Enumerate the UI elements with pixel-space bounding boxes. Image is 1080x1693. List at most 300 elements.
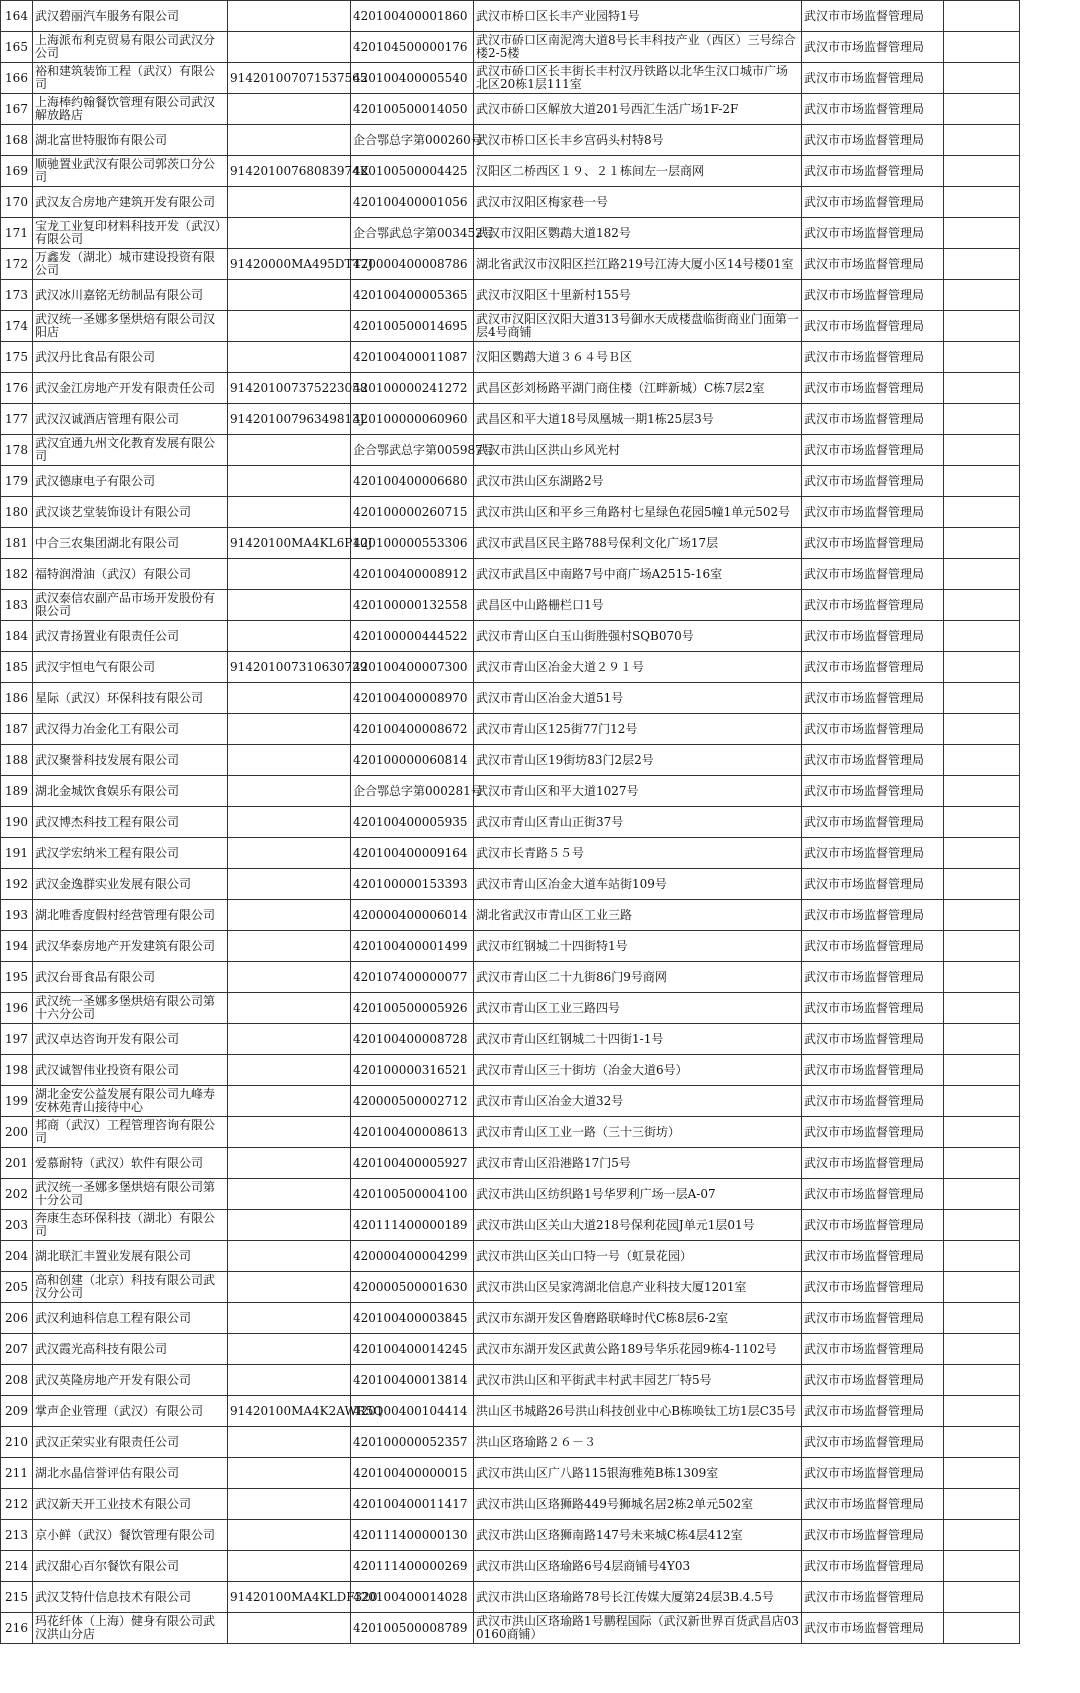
- authority-cell: 武汉市市场监督管理局: [802, 559, 944, 590]
- address-cell: 武汉市汉阳区梅家巷一号: [474, 187, 802, 218]
- company-name-cell: 武汉谈艺堂装饰设计有限公司: [33, 497, 228, 528]
- credit-code-cell: [228, 94, 351, 125]
- authority-cell: 武汉市市场监督管理局: [802, 993, 944, 1024]
- registration-number-cell: 420100400013814: [351, 1365, 474, 1396]
- row-number-cell: 204: [1, 1241, 33, 1272]
- row-number-cell: 172: [1, 249, 33, 280]
- row-number-cell: 181: [1, 528, 33, 559]
- credit-code-cell: [228, 497, 351, 528]
- row-number-cell: 209: [1, 1396, 33, 1427]
- authority-cell: 武汉市市场监督管理局: [802, 1179, 944, 1210]
- registration-number-cell: 420100500014695: [351, 311, 474, 342]
- table-row: [1, 1396, 1020, 1427]
- authority-cell: 武汉市市场监督管理局: [802, 838, 944, 869]
- registration-number-cell: 420100400001860: [351, 1, 474, 32]
- company-name-cell: 湖北唯香度假村经营管理有限公司: [33, 900, 228, 931]
- authority-cell: 武汉市市场监督管理局: [802, 807, 944, 838]
- credit-code-cell: [228, 187, 351, 218]
- table-row: [1, 125, 1020, 156]
- registration-number-cell: 420100000153393: [351, 869, 474, 900]
- row-number-cell: 190: [1, 807, 33, 838]
- registration-number-cell: 420100400003845: [351, 1303, 474, 1334]
- authority-cell: 武汉市市场监督管理局: [802, 528, 944, 559]
- company-name-cell: 湖北联汇丰置业发展有限公司: [33, 1241, 228, 1272]
- registration-number-cell: 420100000132558: [351, 590, 474, 621]
- table-row: [1, 1458, 1020, 1489]
- registration-number-cell: 420100400008613: [351, 1117, 474, 1148]
- address-cell: 湖北省武汉市汉阳区拦江路219号江涛大厦小区14号楼01室: [474, 249, 802, 280]
- table-row: [1, 559, 1020, 590]
- table-row: [1, 1179, 1020, 1210]
- registration-number-cell: 企合鄂总字第000260号: [351, 125, 474, 156]
- table-row: [1, 342, 1020, 373]
- credit-code-cell: [228, 1334, 351, 1365]
- credit-code-cell: 91420000MA495DTT7J: [228, 249, 351, 280]
- company-name-cell: 湖北富世特服饰有限公司: [33, 125, 228, 156]
- address-cell: 武汉市青山区红钢城二十四街1-1号: [474, 1024, 802, 1055]
- address-cell: 武汉市青山区和平大道1027号: [474, 776, 802, 807]
- registration-number-cell: 420100400005540: [351, 63, 474, 94]
- row-number-cell: 184: [1, 621, 33, 652]
- table-row: [1, 1241, 1020, 1272]
- row-number-cell: 164: [1, 1, 33, 32]
- credit-code-cell: 91420100MA4KLDF320: [228, 1582, 351, 1613]
- credit-code-cell: [228, 1551, 351, 1582]
- authority-cell: 武汉市市场监督管理局: [802, 1024, 944, 1055]
- row-number-cell: 191: [1, 838, 33, 869]
- company-name-cell: 武汉博杰科技工程有限公司: [33, 807, 228, 838]
- row-number-cell: 166: [1, 63, 33, 94]
- registration-number-cell: 420100500014050: [351, 94, 474, 125]
- row-number-cell: 200: [1, 1117, 33, 1148]
- row-number-cell: 171: [1, 218, 33, 249]
- blank-cell: [944, 838, 1020, 869]
- row-number-cell: 216: [1, 1613, 33, 1644]
- row-number-cell: 189: [1, 776, 33, 807]
- registration-number-cell: 420100000060960: [351, 404, 474, 435]
- blank-cell: [944, 1551, 1020, 1582]
- address-cell: 武汉市青山区青山正街37号: [474, 807, 802, 838]
- registration-number-cell: 420100400006680: [351, 466, 474, 497]
- credit-code-cell: [228, 32, 351, 63]
- address-cell: 武汉市青山区冶金大道51号: [474, 683, 802, 714]
- authority-cell: 武汉市市场监督管理局: [802, 94, 944, 125]
- address-cell: 武汉市青山区19街坊83门2层2号: [474, 745, 802, 776]
- blank-cell: [944, 466, 1020, 497]
- table-row: [1, 683, 1020, 714]
- authority-cell: 武汉市市场监督管理局: [802, 373, 944, 404]
- credit-code-cell: [228, 621, 351, 652]
- table-row: [1, 1303, 1020, 1334]
- table-row: [1, 776, 1020, 807]
- blank-cell: [944, 652, 1020, 683]
- authority-cell: 武汉市市场监督管理局: [802, 1272, 944, 1303]
- credit-code-cell: [228, 1086, 351, 1117]
- row-number-cell: 178: [1, 435, 33, 466]
- registration-number-cell: 420000500002712: [351, 1086, 474, 1117]
- table-row: [1, 931, 1020, 962]
- authority-cell: 武汉市市场监督管理局: [802, 1055, 944, 1086]
- authority-cell: 武汉市市场监督管理局: [802, 156, 944, 187]
- registration-number-cell: 420111400000269: [351, 1551, 474, 1582]
- blank-cell: [944, 931, 1020, 962]
- authority-cell: 武汉市市场监督管理局: [802, 125, 944, 156]
- credit-code-cell: [228, 1179, 351, 1210]
- blank-cell: [944, 280, 1020, 311]
- registration-number-cell: 420100500004425: [351, 156, 474, 187]
- company-name-cell: 武汉英隆房地产开发有限公司: [33, 1365, 228, 1396]
- authority-cell: 武汉市市场监督管理局: [802, 218, 944, 249]
- row-number-cell: 207: [1, 1334, 33, 1365]
- registration-number-cell: 420000400004299: [351, 1241, 474, 1272]
- registration-number-cell: 420100400009164: [351, 838, 474, 869]
- table-row: [1, 249, 1020, 280]
- registration-number-cell: 420100400011087: [351, 342, 474, 373]
- authority-cell: 武汉市市场监督管理局: [802, 63, 944, 94]
- authority-cell: 武汉市市场监督管理局: [802, 1148, 944, 1179]
- company-name-cell: 湖北金城饮食娱乐有限公司: [33, 776, 228, 807]
- company-name-cell: 掌声企业管理（武汉）有限公司: [33, 1396, 228, 1427]
- credit-code-cell: [228, 342, 351, 373]
- company-name-cell: 武汉德康电子有限公司: [33, 466, 228, 497]
- table-row: [1, 466, 1020, 497]
- authority-cell: 武汉市市场监督管理局: [802, 435, 944, 466]
- table-row: [1, 1582, 1020, 1613]
- address-cell: 武汉市东湖开发区武黄公路189号华乐花园9栋4-1102号: [474, 1334, 802, 1365]
- authority-cell: 武汉市市场监督管理局: [802, 1, 944, 32]
- table-row: [1, 1427, 1020, 1458]
- table-row: [1, 311, 1020, 342]
- blank-cell: [944, 1272, 1020, 1303]
- credit-code-cell: [228, 1241, 351, 1272]
- registration-number-cell: 420100000444522: [351, 621, 474, 652]
- address-cell: 武昌区中山路栅栏口1号: [474, 590, 802, 621]
- row-number-cell: 199: [1, 1086, 33, 1117]
- row-number-cell: 180: [1, 497, 33, 528]
- credit-code-cell: [228, 218, 351, 249]
- registration-number-cell: 420100400005927: [351, 1148, 474, 1179]
- company-name-cell: 武汉统一圣娜多堡烘焙有限公司第十六分公司: [33, 993, 228, 1024]
- registration-number-cell: 420000400008786: [351, 249, 474, 280]
- address-cell: 武汉市洪山区珞狮路449号狮城名居2栋2单元502室: [474, 1489, 802, 1520]
- authority-cell: 武汉市市场监督管理局: [802, 342, 944, 373]
- row-number-cell: 213: [1, 1520, 33, 1551]
- company-name-cell: 武汉统一圣娜多堡烘焙有限公司汉阳店: [33, 311, 228, 342]
- registration-number-cell: 420111400000130: [351, 1520, 474, 1551]
- blank-cell: [944, 1117, 1020, 1148]
- authority-cell: 武汉市市场监督管理局: [802, 466, 944, 497]
- registration-number-cell: 企合鄂总字第000281号: [351, 776, 474, 807]
- company-name-cell: 武汉宜通九州文化教育发展有限公司: [33, 435, 228, 466]
- table-row: [1, 962, 1020, 993]
- registration-number-cell: 420100400000015: [351, 1458, 474, 1489]
- credit-code-cell: [228, 962, 351, 993]
- blank-cell: [944, 125, 1020, 156]
- registration-number-cell: 420100400014028: [351, 1582, 474, 1613]
- address-cell: 武汉市青山区三十街坊（冶金大道6号）: [474, 1055, 802, 1086]
- row-number-cell: 176: [1, 373, 33, 404]
- table-row: [1, 590, 1020, 621]
- company-name-cell: 爱慕耐特（武汉）软件有限公司: [33, 1148, 228, 1179]
- row-number-cell: 192: [1, 869, 33, 900]
- row-number-cell: 179: [1, 466, 33, 497]
- company-name-cell: 宝龙工业复印材料科技开发（武汉）有限公司: [33, 218, 228, 249]
- authority-cell: 武汉市市场监督管理局: [802, 1489, 944, 1520]
- registration-number-cell: 420100400011417: [351, 1489, 474, 1520]
- company-name-cell: 武汉正荣实业有限责任公司: [33, 1427, 228, 1458]
- row-number-cell: 193: [1, 900, 33, 931]
- credit-code-cell: [228, 1024, 351, 1055]
- row-number-cell: 187: [1, 714, 33, 745]
- company-name-cell: 邦商（武汉）工程管理咨询有限公司: [33, 1117, 228, 1148]
- registration-number-cell: 420000500001630: [351, 1272, 474, 1303]
- authority-cell: 武汉市市场监督管理局: [802, 1241, 944, 1272]
- row-number-cell: 205: [1, 1272, 33, 1303]
- table-row: [1, 1117, 1020, 1148]
- table-row: [1, 156, 1020, 187]
- address-cell: 武汉市桥口区长丰产业园特1号: [474, 1, 802, 32]
- table-row: [1, 652, 1020, 683]
- company-name-cell: 武汉华泰房地产开发建筑有限公司: [33, 931, 228, 962]
- row-number-cell: 201: [1, 1148, 33, 1179]
- address-cell: 武汉市青山区白玉山街胜强村SQB070号: [474, 621, 802, 652]
- credit-code-cell: [228, 1458, 351, 1489]
- row-number-cell: 165: [1, 32, 33, 63]
- blank-cell: [944, 1520, 1020, 1551]
- company-name-cell: 武汉青扬置业有限责任公司: [33, 621, 228, 652]
- table-row: [1, 435, 1020, 466]
- registration-number-cell: 420100400001056: [351, 187, 474, 218]
- credit-code-cell: [228, 1272, 351, 1303]
- table-row: [1, 1, 1020, 32]
- credit-code-cell: [228, 869, 351, 900]
- company-name-cell: 武汉艾特什信息技术有限公司: [33, 1582, 228, 1613]
- address-cell: 武汉市青山区冶金大道车站街109号: [474, 869, 802, 900]
- credit-code-cell: [228, 900, 351, 931]
- address-cell: 湖北省武汉市青山区工业三路: [474, 900, 802, 931]
- table-row: [1, 900, 1020, 931]
- company-name-cell: 上海棒约翰餐饮管理有限公司武汉解放路店: [33, 94, 228, 125]
- company-name-cell: 上海派布利克贸易有限公司武汉分公司: [33, 32, 228, 63]
- blank-cell: [944, 1396, 1020, 1427]
- authority-cell: 武汉市市场监督管理局: [802, 1458, 944, 1489]
- row-number-cell: 212: [1, 1489, 33, 1520]
- company-name-cell: 玛花纤体（上海）健身有限公司武汉洪山分店: [33, 1613, 228, 1644]
- blank-cell: [944, 869, 1020, 900]
- address-cell: 武汉市硚口区南泥湾大道8号长丰科技产业（西区）三号综合楼2-5楼: [474, 32, 802, 63]
- blank-cell: [944, 745, 1020, 776]
- credit-code-cell: [228, 807, 351, 838]
- table-row: [1, 838, 1020, 869]
- address-cell: 武汉市洪山区东湖路2号: [474, 466, 802, 497]
- company-name-cell: 武汉金逸群实业发展有限公司: [33, 869, 228, 900]
- authority-cell: 武汉市市场监督管理局: [802, 1520, 944, 1551]
- credit-code-cell: [228, 1055, 351, 1086]
- registration-number-cell: 420100400014245: [351, 1334, 474, 1365]
- authority-cell: 武汉市市场监督管理局: [802, 900, 944, 931]
- credit-code-cell: [228, 838, 351, 869]
- company-name-cell: 武汉利迪科信息工程有限公司: [33, 1303, 228, 1334]
- registration-number-cell: 420100400007300: [351, 652, 474, 683]
- row-number-cell: 186: [1, 683, 33, 714]
- table-row: [1, 528, 1020, 559]
- company-name-cell: 万鑫发（湖北）城市建设投资有限公司: [33, 249, 228, 280]
- row-number-cell: 168: [1, 125, 33, 156]
- company-name-cell: 武汉聚誉科技发展有限公司: [33, 745, 228, 776]
- table-body: [1, 1, 1020, 1644]
- company-name-cell: 福特润滑油（武汉）有限公司: [33, 559, 228, 590]
- credit-code-cell: [228, 125, 351, 156]
- blank-cell: [944, 1613, 1020, 1644]
- credit-code-cell: [228, 466, 351, 497]
- registration-number-cell: 420100000316521: [351, 1055, 474, 1086]
- company-name-cell: 裕和建筑装饰工程（武汉）有限公司: [33, 63, 228, 94]
- table-row: [1, 497, 1020, 528]
- address-cell: 武汉市青山区二十九街86门9号商网: [474, 962, 802, 993]
- blank-cell: [944, 1179, 1020, 1210]
- address-cell: 汉阳区二桥西区１９、２１栋间左一层商网: [474, 156, 802, 187]
- registration-number-cell: 420100400104414: [351, 1396, 474, 1427]
- blank-cell: [944, 1303, 1020, 1334]
- address-cell: 武汉市硚口区长丰街长丰村汉丹铁路以北华生汉口城市广场北区20栋1层111室: [474, 63, 802, 94]
- company-name-cell: 武汉冰川嘉铭无纺制品有限公司: [33, 280, 228, 311]
- registration-number-cell: 420100500004100: [351, 1179, 474, 1210]
- row-number-cell: 175: [1, 342, 33, 373]
- registration-number-cell: 420000400006014: [351, 900, 474, 931]
- blank-cell: [944, 1489, 1020, 1520]
- address-cell: 汉阳区鹦鹉大道３６４号Ｂ区: [474, 342, 802, 373]
- credit-code-cell: 914201007071537565: [228, 63, 351, 94]
- blank-cell: [944, 342, 1020, 373]
- company-name-cell: 京小鲜（武汉）餐饮管理有限公司: [33, 1520, 228, 1551]
- registration-number-cell: 420107400000077: [351, 962, 474, 993]
- authority-cell: 武汉市市场监督管理局: [802, 497, 944, 528]
- authority-cell: 武汉市市场监督管理局: [802, 1551, 944, 1582]
- company-name-cell: 星际（武汉）环保科技有限公司: [33, 683, 228, 714]
- credit-code-cell: 91420100796349813J: [228, 404, 351, 435]
- table-row: [1, 187, 1020, 218]
- address-cell: 武汉市洪山区关山大道218号保利花园J单元1层01号: [474, 1210, 802, 1241]
- authority-cell: 武汉市市场监督管理局: [802, 311, 944, 342]
- row-number-cell: 169: [1, 156, 33, 187]
- table-row: [1, 1334, 1020, 1365]
- row-number-cell: 188: [1, 745, 33, 776]
- credit-code-cell: [228, 714, 351, 745]
- credit-code-cell: [228, 311, 351, 342]
- company-name-cell: 顺驰置业武汉有限公司郭茨口分公司: [33, 156, 228, 187]
- blank-cell: [944, 1427, 1020, 1458]
- registration-number-cell: 420100400005365: [351, 280, 474, 311]
- row-number-cell: 198: [1, 1055, 33, 1086]
- blank-cell: [944, 1024, 1020, 1055]
- address-cell: 洪山区书城路26号洪山科技创业中心B栋唤钛工坊1层C35号: [474, 1396, 802, 1427]
- blank-cell: [944, 1086, 1020, 1117]
- authority-cell: 武汉市市场监督管理局: [802, 962, 944, 993]
- table-row: [1, 1086, 1020, 1117]
- authority-cell: 武汉市市场监督管理局: [802, 1334, 944, 1365]
- company-name-cell: 高和创建（北京）科技有限公司武汉分公司: [33, 1272, 228, 1303]
- row-number-cell: 185: [1, 652, 33, 683]
- blank-cell: [944, 900, 1020, 931]
- address-cell: 武汉市洪山区关山口特一号（虹景花园）: [474, 1241, 802, 1272]
- address-cell: 武汉市洪山区广八路115银海雅苑B栋1309室: [474, 1458, 802, 1489]
- table-row: [1, 807, 1020, 838]
- table-row: [1, 404, 1020, 435]
- row-number-cell: 214: [1, 1551, 33, 1582]
- address-cell: 武汉市青山区冶金大道32号: [474, 1086, 802, 1117]
- credit-code-cell: 91420100768083974K: [228, 156, 351, 187]
- blank-cell: [944, 94, 1020, 125]
- registration-number-cell: 420100000060814: [351, 745, 474, 776]
- registration-number-cell: 420100000241272: [351, 373, 474, 404]
- credit-code-cell: 914201007375223058: [228, 373, 351, 404]
- authority-cell: 武汉市市场监督管理局: [802, 652, 944, 683]
- authority-cell: 武汉市市场监督管理局: [802, 869, 944, 900]
- address-cell: 武汉市红钢城二十四街特1号: [474, 931, 802, 962]
- credit-code-cell: 914201007310630729: [228, 652, 351, 683]
- table-row: [1, 869, 1020, 900]
- credit-code-cell: [228, 559, 351, 590]
- company-name-cell: 武汉霞光高科技有限公司: [33, 1334, 228, 1365]
- registration-number-cell: 420100400008728: [351, 1024, 474, 1055]
- blank-cell: [944, 32, 1020, 63]
- credit-code-cell: [228, 1520, 351, 1551]
- company-name-cell: 武汉丹比食品有限公司: [33, 342, 228, 373]
- credit-code-cell: [228, 993, 351, 1024]
- table-row: [1, 1520, 1020, 1551]
- table-row: [1, 1489, 1020, 1520]
- company-name-cell: 武汉台哥食品有限公司: [33, 962, 228, 993]
- registration-number-cell: 420100400001499: [351, 931, 474, 962]
- credit-code-cell: [228, 1, 351, 32]
- authority-cell: 武汉市市场监督管理局: [802, 683, 944, 714]
- blank-cell: [944, 559, 1020, 590]
- blank-cell: [944, 404, 1020, 435]
- address-cell: 武汉市洪山区珞瑜路1号鹏程国际（武汉新世界百货武昌店030160商铺）: [474, 1613, 802, 1644]
- credit-code-cell: [228, 1613, 351, 1644]
- table-row: [1, 94, 1020, 125]
- credit-code-cell: [228, 683, 351, 714]
- blank-cell: [944, 776, 1020, 807]
- address-cell: 武汉市武昌区中南路7号中商广场A2515-16室: [474, 559, 802, 590]
- row-number-cell: 167: [1, 94, 33, 125]
- company-name-cell: 武汉统一圣娜多堡烘焙有限公司第十分公司: [33, 1179, 228, 1210]
- company-name-cell: 湖北水晶信誉评估有限公司: [33, 1458, 228, 1489]
- address-cell: 洪山区珞瑜路２６－３: [474, 1427, 802, 1458]
- row-number-cell: 210: [1, 1427, 33, 1458]
- credit-code-cell: [228, 590, 351, 621]
- registration-number-cell: 420100500005926: [351, 993, 474, 1024]
- row-number-cell: 206: [1, 1303, 33, 1334]
- blank-cell: [944, 993, 1020, 1024]
- credit-code-cell: 91420100MA4K2AWR5Q: [228, 1396, 351, 1427]
- table-row: [1, 621, 1020, 652]
- credit-code-cell: [228, 931, 351, 962]
- company-name-cell: 武汉汉诚酒店管理有限公司: [33, 404, 228, 435]
- blank-cell: [944, 249, 1020, 280]
- blank-cell: [944, 962, 1020, 993]
- company-name-cell: 武汉甜心百尔餐饮有限公司: [33, 1551, 228, 1582]
- credit-code-cell: [228, 280, 351, 311]
- authority-cell: 武汉市市场监督管理局: [802, 1613, 944, 1644]
- credit-code-cell: [228, 1303, 351, 1334]
- registration-number-cell: 420100400008970: [351, 683, 474, 714]
- blank-cell: [944, 1334, 1020, 1365]
- credit-code-cell: [228, 1210, 351, 1241]
- blank-cell: [944, 621, 1020, 652]
- registration-number-cell: 420104500000176: [351, 32, 474, 63]
- registration-number-cell: 420100400008912: [351, 559, 474, 590]
